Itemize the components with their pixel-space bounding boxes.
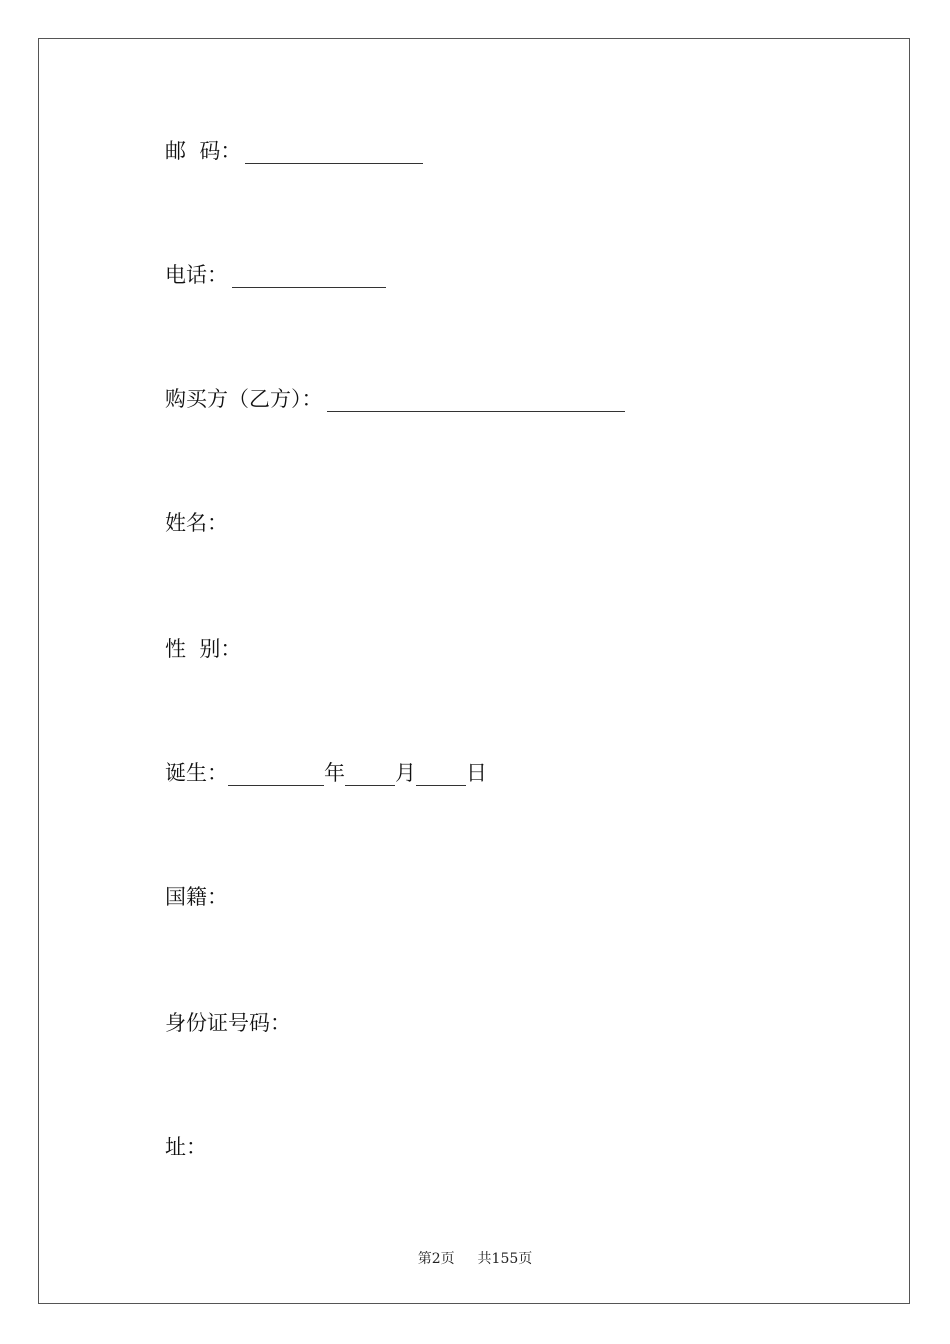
name-field bbox=[165, 510, 228, 536]
phone-blank[interactable] bbox=[232, 265, 386, 288]
postcode-blank[interactable] bbox=[245, 141, 423, 164]
birth-year-blank[interactable] bbox=[228, 763, 324, 786]
page-current: 第2页 bbox=[417, 1251, 455, 1267]
page-footer bbox=[0, 1248, 950, 1268]
buyer-blank[interactable] bbox=[327, 389, 625, 412]
name-label: 姓名： bbox=[165, 511, 228, 535]
page-total: 共155页 bbox=[477, 1251, 533, 1267]
address-label: 址： bbox=[165, 1135, 207, 1159]
phone-label: 电话： bbox=[165, 263, 228, 287]
buyer-label: 购买方（乙方）： bbox=[165, 387, 323, 411]
nationality-label: 国籍： bbox=[165, 885, 228, 909]
page-frame bbox=[38, 38, 910, 1304]
id-number-field bbox=[165, 1010, 291, 1036]
address-field bbox=[165, 1134, 207, 1160]
birth-label: 诞生： bbox=[165, 761, 228, 785]
phone-field bbox=[165, 262, 386, 288]
gender-label: 性 别： bbox=[165, 637, 242, 661]
birth-day-unit: 日 bbox=[466, 761, 487, 785]
birth-month-blank[interactable] bbox=[345, 763, 395, 786]
postcode-field bbox=[165, 138, 423, 164]
buyer-field bbox=[165, 386, 625, 412]
nationality-field bbox=[165, 884, 228, 910]
postcode-label: 邮 码： bbox=[165, 139, 242, 163]
birth-year-unit: 年 bbox=[324, 761, 345, 785]
gender-field bbox=[165, 636, 241, 662]
birth-day-blank[interactable] bbox=[416, 763, 466, 786]
birth-field bbox=[165, 760, 487, 786]
birth-month-unit: 月 bbox=[395, 761, 416, 785]
id-number-label: 身份证号码： bbox=[165, 1011, 291, 1035]
